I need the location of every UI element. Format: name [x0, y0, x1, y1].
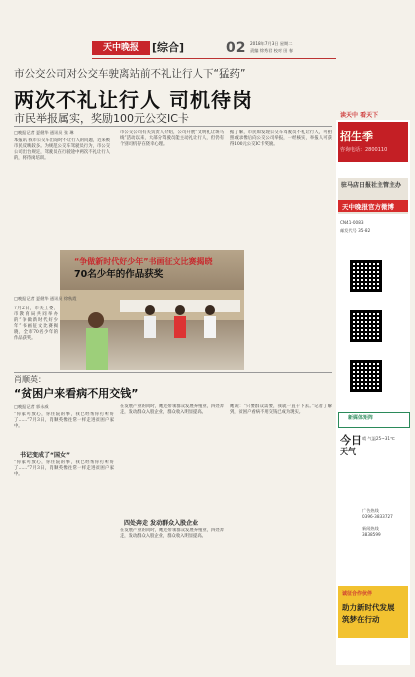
dateline: 2018年7月3日 星期二 — [250, 41, 293, 46]
story2-subhead-2: 四处奔走 发动群众入股企业 — [124, 520, 199, 527]
media-badge-label: 新媒体矩阵 — [348, 415, 374, 421]
qr-code-icon[interactable] — [350, 260, 382, 292]
promo-strip-label: 天中晚报官方微博 — [342, 203, 394, 211]
lead-byline: □晚报记者 夏健华 通讯员 张 琳 — [14, 130, 74, 135]
editors-line: 责编 徐秀君 校对 田 春 — [250, 48, 294, 53]
page-number: 02 — [226, 40, 246, 56]
photo-title-main: 70名少年的作品获奖 — [74, 269, 164, 280]
bottom-ad-line1: 助力新时代发展 — [342, 603, 395, 612]
lead-subhead: 市民举报属实，奖励100元公交IC卡 — [14, 112, 189, 125]
lead-column-1: 本报讯 我市公交车出站时不让行人的问题，近来被市民反映较多。为规范公交车驾驶员行为，市公交公司出台规定，驾驶员在行驶途中两次不礼让行人的，将待岗培训。 — [14, 138, 110, 161]
postal-code: 邮发代号 35-82 — [340, 228, 371, 233]
lead-kicker: 市公交公司对公交车驶离站前不礼让行人下“猛药” — [14, 68, 246, 80]
issue-number: CN41-0083 — [340, 220, 364, 225]
story2-column-1b: “你家可放心，你住院的事，我已经帮你打听好了……”7月3日，肖顺英像往常一样走进贫困户家中。 — [14, 460, 114, 477]
photo-caption: 7月2日，市关工委、市教育局共同举办的“争做新时代好少年”书画征文比赛揭晓，全市70名少年的作品获奖。 — [14, 306, 58, 341]
bottom-ad-line2: 筑梦在行动 — [342, 615, 380, 624]
story2-byline: □晚报记者 郭永威 — [14, 404, 49, 409]
masthead-rule — [92, 58, 336, 59]
ad-phone-number: 0396-3833727 — [362, 514, 393, 519]
photo-title-top: “争做新时代好少年”书画征文比赛揭晓 — [74, 257, 213, 266]
red-ad-phone: 咨询电话：2800110 — [340, 147, 388, 153]
lead-headline: 两次不礼让行人 司机待岗 — [14, 88, 253, 112]
story2-column-2: 在发展产业的同时，她还带领群众发展养殖业，四处奔走，发动群众入股企业，群众收入明显提高。 — [120, 404, 224, 415]
weather-label: 天气 — [340, 447, 356, 456]
story2-headline: “贫困户来看病不用交钱” — [14, 387, 139, 400]
lead-column-3: 据了解，市民如发现公交车驾驶员不礼让行人，可拍照或录像后向公交公司举报，一经核实，举报人可获得100元公交IC卡奖励。 — [230, 130, 332, 147]
ad-phone-label: 广告热线 — [362, 508, 379, 513]
qr-code-icon[interactable] — [350, 360, 382, 392]
story2-column-1: “你家可放心，你住院的事，我已经帮你打听好了……”7月3日，肖顺英像往常一样走进贫困户家中。 — [14, 412, 114, 429]
lead-divider — [14, 126, 332, 127]
section-label: [综合] — [152, 41, 185, 54]
news-hotline-label: 新闻热线 — [362, 526, 379, 531]
qr-code-icon[interactable] — [350, 310, 382, 342]
sidebar-slogan: 读天中 看天下 — [340, 112, 379, 119]
story2-kicker: 肖顺英： — [14, 375, 46, 384]
photo-byline: □晚报记者 夏健华 通讯员 徐秋霞 — [14, 296, 77, 301]
story2-divider — [14, 372, 332, 373]
news-hotline-number: 3838599 — [362, 532, 381, 537]
bottom-ad-title: 诚征合作伙伴 — [342, 591, 373, 597]
story2-column-2b: 在发展产业的同时，她还带领群众发展养殖业，四处奔走，发动群众入股企业，群众收入明显提高。 — [120, 528, 224, 539]
lead-column-2: 市公交公司有关负责人介绍，公司开展“文明礼让斑马线”活动以来，大部分驾驶员能主动礼让行人，但仍有个别司机存在侥幸心理。 — [120, 130, 224, 147]
story2-subhead-1: 书记变成了“国女” — [20, 452, 70, 459]
weather-temp: 晴 气温25~31℃ — [362, 436, 395, 441]
red-ad-title: 招生季 — [340, 130, 373, 143]
newspaper-logo: 天中晚报 — [92, 41, 150, 55]
story2-column-3: 她说：“只要群众需要，我就一直干下去。”记者了解到，贫困户看病不用交钱已成为现实。 — [230, 404, 332, 415]
promo-title: 驻马店日报社主管主办 — [341, 182, 402, 189]
today-label: 今日 — [340, 434, 362, 447]
